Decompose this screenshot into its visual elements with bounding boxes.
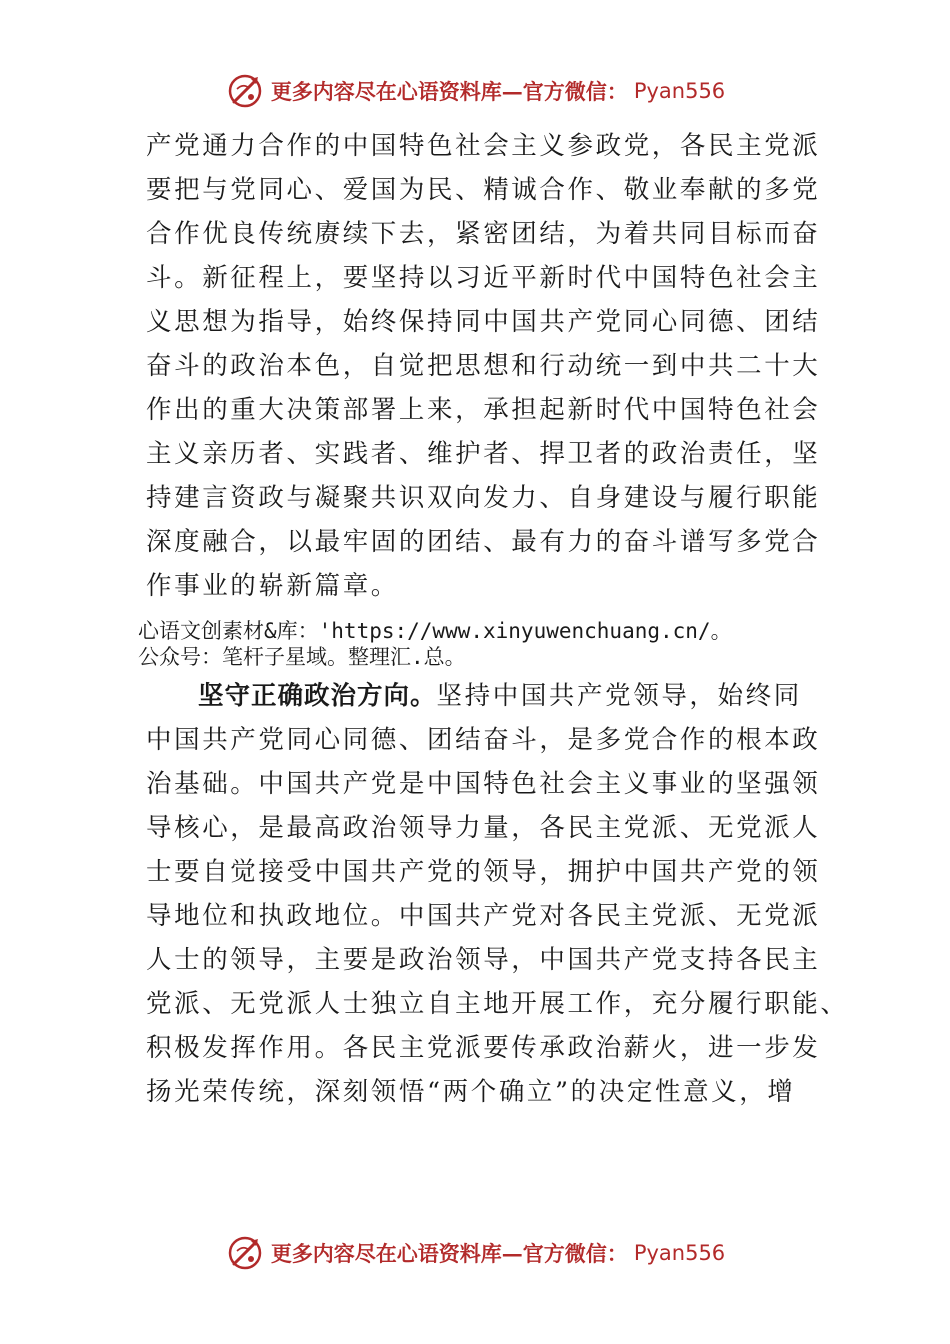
footer-banner — [0, 1228, 950, 1278]
banner-inner — [225, 71, 725, 111]
banner-contact: Pyan556 — [633, 79, 726, 103]
paragraph-lead-heading: 坚守正确政治方向。 — [198, 681, 437, 711]
text-line: 主义亲历者、实践者、维护者、捍卫者的政治责任，坚 — [146, 439, 821, 469]
library-logo-icon — [225, 1233, 265, 1273]
source-note-line-1: 心语文创素材&库：'https://www.xinyuwenchuang.cn/。 — [138, 619, 732, 643]
text-line: 导地位和执政地位。中国共产党对各民主党派、无党派 — [146, 901, 821, 931]
paragraph-2 — [146, 674, 849, 1114]
text-line: 要把与党同心、爱国为民、精诚合作、敬业奉献的多党 — [146, 175, 821, 205]
header-banner — [0, 66, 950, 116]
banner-contact: Pyan556 — [633, 1241, 726, 1265]
text-line: 人士的领导，主要是政治领导，中国共产党支持各民主 — [146, 945, 821, 975]
text-line: 斗。新征程上，要坚持以习近平新时代中国特色社会主 — [146, 263, 821, 293]
paragraph-1 — [146, 124, 821, 608]
text-line-first — [146, 674, 810, 718]
banner-text: 更多内容尽在心语资料库—官方微信： — [270, 79, 628, 104]
text-line: 中国共产党同心同德、团结奋斗，是多党合作的根本政 — [146, 725, 821, 755]
text-line: 扬光荣传统，深刻领悟“两个确立”的决定性意义，增 — [146, 1077, 796, 1107]
source-note-line-2: 公众号：笔杆子星域。整理汇.总。 — [138, 645, 466, 669]
text-line: 治基础。中国共产党是中国特色社会主义事业的坚强领 — [146, 769, 821, 799]
text-line: 义思想为指导，始终保持同中国共产党同心同德、团结 — [146, 307, 821, 337]
library-logo-icon — [225, 71, 265, 111]
text-line: 作事业的崭新篇章。 — [146, 571, 399, 601]
text-line: 产党通力合作的中国特色社会主义参政党，各民主党派 — [146, 131, 821, 161]
text-line: 持建言资政与凝聚共识双向发力、自身建设与履行职能 — [146, 483, 821, 513]
text-line: 奋斗的政治本色，自觉把思想和行动统一到中共二十大 — [146, 351, 821, 381]
text-line: 合作优良传统赓续下去，紧密团结，为着共同目标而奋 — [146, 219, 821, 249]
banner-text: 更多内容尽在心语资料库—官方微信： — [270, 1241, 628, 1266]
text-line: 积极发挥作用。各民主党派要传承政治薪火，进一步发 — [146, 1033, 821, 1063]
text-line: 作出的重大决策部署上来，承担起新时代中国特色社会 — [146, 395, 821, 425]
text-line: 深度融合，以最牢固的团结、最有力的奋斗谱写多党合 — [146, 527, 821, 557]
text-line: 党派、无党派人士独立自主地开展工作，充分履行职能、 — [146, 989, 849, 1019]
text-line: 导核心，是最高政治领导力量，各民主党派、无党派人 — [146, 813, 821, 843]
banner-inner — [225, 1233, 725, 1273]
paragraph-first-line-rest: 坚持中国共产党领导，始终同 — [436, 681, 802, 711]
text-line: 士要自觉接受中国共产党的领导，拥护中国共产党的领 — [146, 857, 821, 887]
